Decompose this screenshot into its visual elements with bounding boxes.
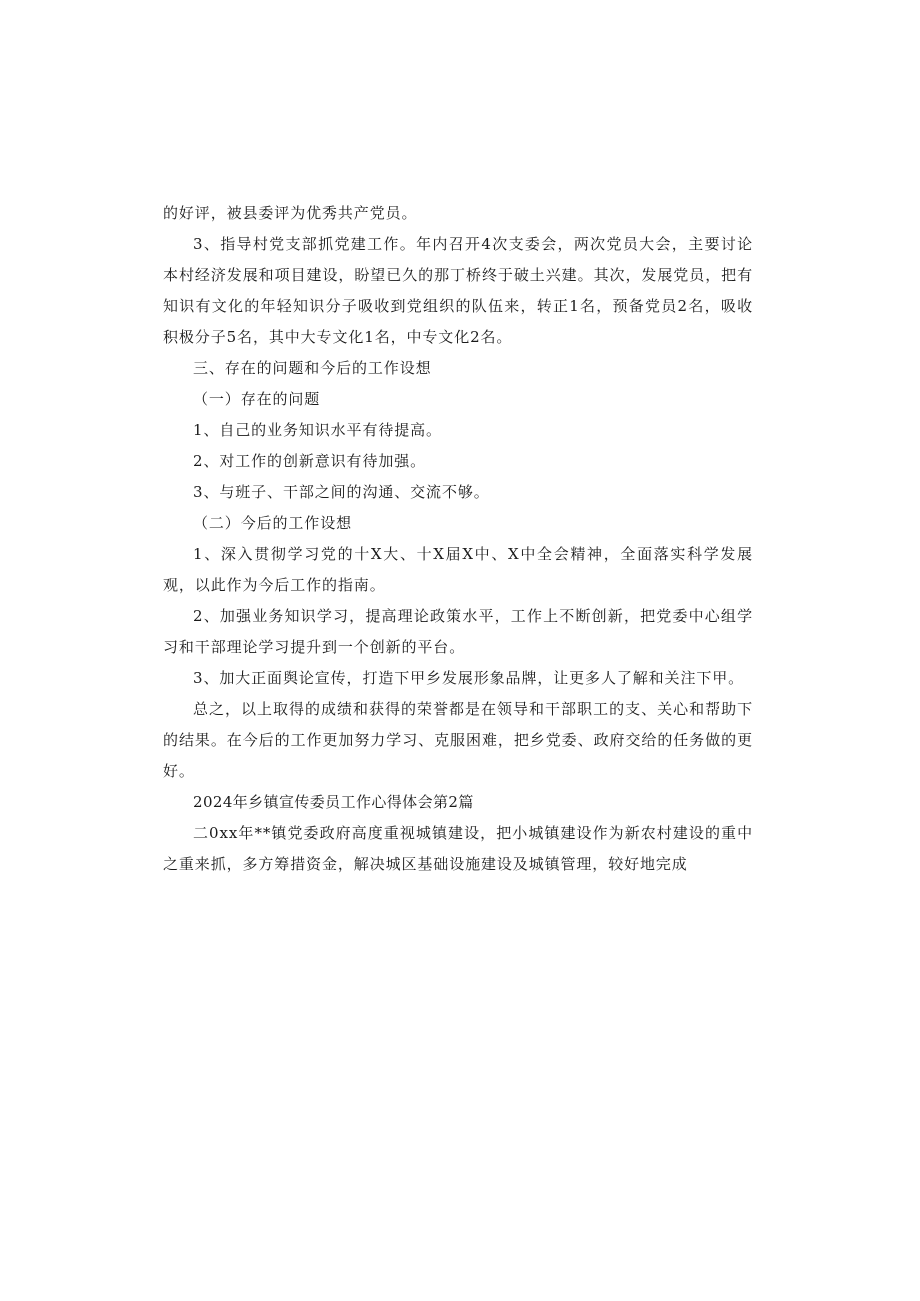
paragraph-continuation: 的好评，被县委评为优秀共产党员。	[163, 204, 418, 222]
paragraph-party-branch: 3、指导村党支部抓党建工作。年内召开4次支委会，两次党员大会，主要讨论本村经济发展和项目建设，盼望已久的那丁桥终于破土兴建。其次，发展党员，把有知识有文化的年轻知识分子吸收到党组织的队伍来，转正1名，预备党员2名，吸收积极分子5名，其中大专文化1名，中专文化2名。	[163, 235, 753, 346]
paragraph-town-construction: 二0xx年**镇党委政府高度重视城镇建设，把小城镇建设作为新农村建设的重中之重来抓，多方筹措资金，解决城区基础设施建设及城镇管理，较好地完成	[163, 824, 753, 873]
list-item-problem-1: 1、自己的业务知识水平有待提高。	[193, 421, 442, 439]
list-item-plan-1: 1、深入贯彻学习党的十X大、十X届X中、X中全会精神，全面落实科学发展观，以此作为今后工作的指南。	[163, 545, 753, 594]
section-heading-problems-plans: 三、存在的问题和今后的工作设想	[193, 359, 432, 377]
list-item-problem-2: 2、对工作的创新意识有待加强。	[193, 452, 427, 470]
list-item-plan-3: 3、加大正面舆论宣传，打造下甲乡发展形象品牌，让更多人了解和关注下甲。	[193, 669, 745, 687]
article-title-part-2: 2024年乡镇宣传委员工作心得体会第2篇	[193, 793, 474, 811]
document-body	[163, 198, 753, 880]
list-item-problem-3: 3、与班子、干部之间的沟通、交流不够。	[193, 483, 490, 501]
subheading-future-plans: （二）今后的工作设想	[193, 514, 353, 532]
paragraph-conclusion: 总之，以上取得的成绩和获得的荣誉都是在领导和干部职工的支、关心和帮助下的结果。在今后的工作更加努力学习、克服困难，把乡党委、政府交给的任务做的更好。	[163, 700, 753, 780]
list-item-plan-2: 2、加强业务知识学习，提高理论政策水平，工作上不断创新，把党委中心组学习和干部理论学习提升到一个创新的平台。	[163, 607, 753, 656]
subheading-problems: （一）存在的问题	[193, 390, 321, 408]
